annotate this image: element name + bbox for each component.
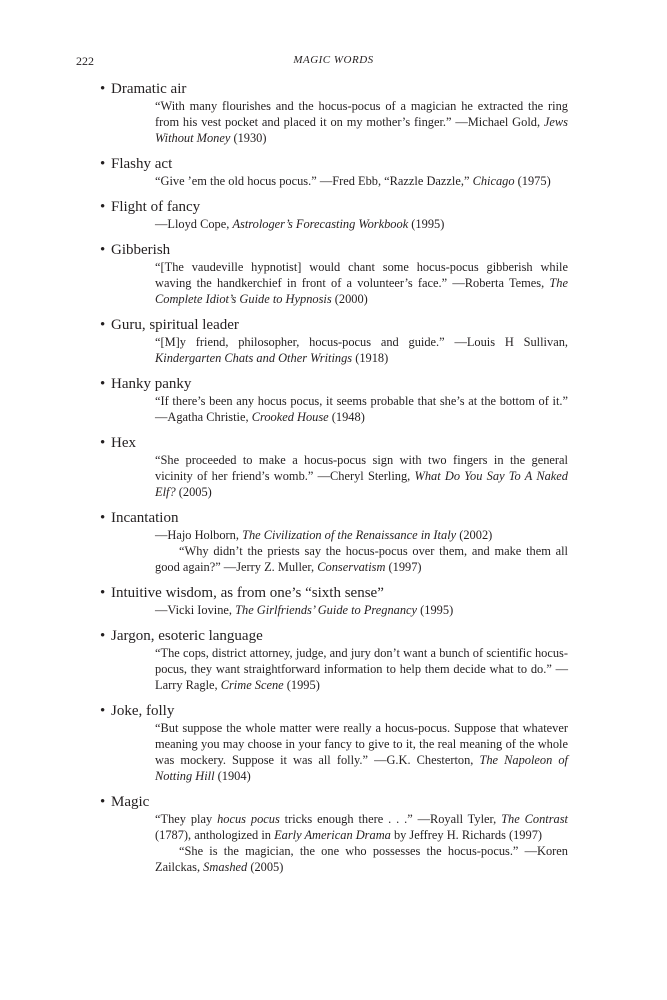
citation-year: (1918)	[352, 351, 389, 365]
citation-year: (1995)	[408, 217, 445, 231]
citation	[155, 452, 568, 500]
citation	[155, 173, 568, 189]
bullet: •	[100, 156, 106, 172]
entry-term: Flashy act	[111, 156, 173, 172]
citation-text: “With many flourishes and the hocus-pocus of a magician he extracted the ring from his vest pocket and placed it on my mother’s finger.” —Michael Gold,	[155, 99, 568, 129]
bullet: •	[100, 585, 106, 601]
entry-term-line	[100, 627, 667, 645]
entry-term: Guru, spiritual leader	[111, 317, 239, 333]
citation-title: Crime Scene	[220, 678, 284, 692]
citation-title: What Do You Say To A Naked Elf?	[155, 469, 569, 499]
citation-text: “But suppose the whole matter were really a hocus-pocus. Suppose that whatever meaning you may choose in your fancy to give to it, the real meaning of the whole was mockery. Suppose it was all folly.” —G.K. Chesterton,	[155, 721, 568, 767]
citation	[155, 720, 568, 784]
citation-title: Kindergarten Chats and Other Writings	[155, 351, 353, 365]
citation-text: “The cops, district attorney, judge, and jury don’t want a bunch of scientific hocus-pocus, they want straightforward information to help them decide what to do.” —Larry Ragle,	[155, 646, 568, 692]
citation-year: (1995)	[417, 603, 454, 617]
dictionary-entry	[0, 80, 667, 146]
bullet: •	[100, 199, 106, 215]
entry-list	[0, 80, 667, 884]
citation-title: Crooked House	[251, 410, 329, 424]
entry-term-line	[100, 793, 667, 811]
entry-term: Hanky panky	[111, 376, 192, 392]
entry-term-line	[100, 702, 667, 720]
citation-title: hocus pocus	[217, 812, 280, 826]
citation-title: The Civilization of the Renaissance in Italy	[242, 528, 457, 542]
citation-title: The Napoleon of Notting Hill	[155, 753, 569, 783]
bullet: •	[100, 81, 106, 97]
dictionary-entry	[0, 316, 667, 366]
citation-text: (1787), anthologized in	[155, 828, 275, 842]
entry-term-line	[100, 80, 667, 98]
entry-term: Intuitive wisdom, as from one’s “sixth sense”	[111, 585, 384, 601]
citation	[155, 602, 568, 618]
bullet: •	[100, 435, 106, 451]
citation-text: —Hajo Holborn,	[155, 528, 243, 542]
citation-year: (1997)	[385, 560, 422, 574]
citation-text: “[M]y friend, philosopher, hocus-pocus and guide.” —Louis H Sullivan,	[155, 335, 568, 349]
entry-term-line	[100, 198, 667, 216]
entry-term: Gibberish	[111, 242, 171, 258]
bullet: •	[100, 317, 106, 333]
running-head: MAGIC WORDS	[293, 54, 374, 66]
citation-year: (1930)	[230, 131, 267, 145]
citation	[155, 543, 568, 575]
entry-term: Hex	[111, 435, 136, 451]
citation-year: (1975)	[514, 174, 551, 188]
page-header	[0, 54, 667, 70]
citation-text: “Give ’em the old hocus pocus.” —Fred Ebb, “Razzle Dazzle,”	[155, 174, 473, 188]
citation	[155, 527, 568, 543]
citation	[155, 334, 568, 366]
citation-title: Smashed	[203, 860, 248, 874]
citation-year: (1995)	[283, 678, 320, 692]
citation-year: (2005)	[175, 485, 212, 499]
entry-term: Magic	[111, 794, 150, 810]
dictionary-entry	[0, 241, 667, 307]
dictionary-entry	[0, 434, 667, 500]
citation-year: (1904)	[214, 769, 251, 783]
citation-text: “If there’s been any hocus pocus, it seems probable that she’s at the bottom of it.” —Agatha Christie,	[155, 394, 568, 424]
dictionary-entry	[0, 198, 667, 232]
bullet: •	[100, 510, 106, 526]
bullet: •	[100, 628, 106, 644]
dictionary-entry	[0, 584, 667, 618]
citation	[155, 645, 568, 693]
citation-text: “She proceeded to make a hocus-pocus sign with two fingers in the general vicinity of her friend’s womb.” —Cheryl Sterling,	[155, 453, 568, 483]
citation	[155, 98, 568, 146]
citation-title: The Contrast	[501, 812, 568, 826]
bullet: •	[100, 242, 106, 258]
entry-term: Joke, folly	[111, 703, 175, 719]
dictionary-entry	[0, 627, 667, 693]
citation-text: “[The vaudeville hypnotist] would chant some hocus-pocus gibberish while waving the handkerchief in front of a volunteer’s face.” —Roberta Temes,	[155, 260, 568, 290]
citation-title: The Girlfriends’ Guide to Pregnancy	[235, 603, 418, 617]
dictionary-entry	[0, 702, 667, 784]
entry-term-line	[100, 375, 667, 393]
citation	[155, 843, 568, 875]
citation	[155, 259, 568, 307]
page-number: 222	[76, 54, 94, 68]
citation-text: “She is the magician, the one who possesses the hocus-pocus.” —Koren Zailckas,	[155, 844, 568, 874]
citation	[155, 393, 568, 425]
dictionary-entry	[0, 155, 667, 189]
citation-text: “They play	[155, 812, 218, 826]
citation-text: by Jeffrey H. Richards (1997)	[390, 828, 543, 842]
citation-title: Conservatism	[317, 560, 386, 574]
citation-year: tricks enough there . . .” —Royall Tyler,	[279, 812, 502, 826]
dictionary-entry	[0, 375, 667, 425]
citation-title: Chicago	[472, 174, 515, 188]
citation-year: (1948)	[328, 410, 365, 424]
entry-term: Dramatic air	[111, 81, 187, 97]
entry-term-line	[100, 241, 667, 259]
entry-term-line	[100, 316, 667, 334]
dictionary-entry	[0, 509, 667, 575]
citation-year: (2000)	[331, 292, 368, 306]
citation	[155, 216, 568, 232]
bullet: •	[100, 703, 106, 719]
entry-term-line	[100, 434, 667, 452]
citation-text: —Vicki Iovine,	[155, 603, 236, 617]
bullet: •	[100, 376, 106, 392]
entry-term-line	[100, 584, 667, 602]
entry-term-line	[100, 509, 667, 527]
citation-title: The Complete Idiot’s Guide to Hypnosis	[155, 276, 568, 306]
citation	[155, 811, 568, 843]
entry-term-line	[100, 155, 667, 173]
citation-title: Astrologer’s Forecasting Workbook	[232, 217, 409, 231]
entry-term: Flight of fancy	[111, 199, 201, 215]
citation-year: (2005)	[247, 860, 284, 874]
citation-title: Jews Without Money	[155, 115, 568, 145]
bullet: •	[100, 794, 106, 810]
citation-year: (2002)	[456, 528, 493, 542]
citation-text: —Lloyd Cope,	[155, 217, 233, 231]
citation-text: “Why didn’t the priests say the hocus-pocus over them, and make them all good again?” —Jerry Z. Muller,	[155, 544, 568, 574]
dictionary-entry	[0, 793, 667, 875]
citation-title: Early American Drama	[274, 828, 391, 842]
entry-term: Jargon, esoteric language	[111, 628, 263, 644]
entry-term: Incantation	[111, 510, 179, 526]
